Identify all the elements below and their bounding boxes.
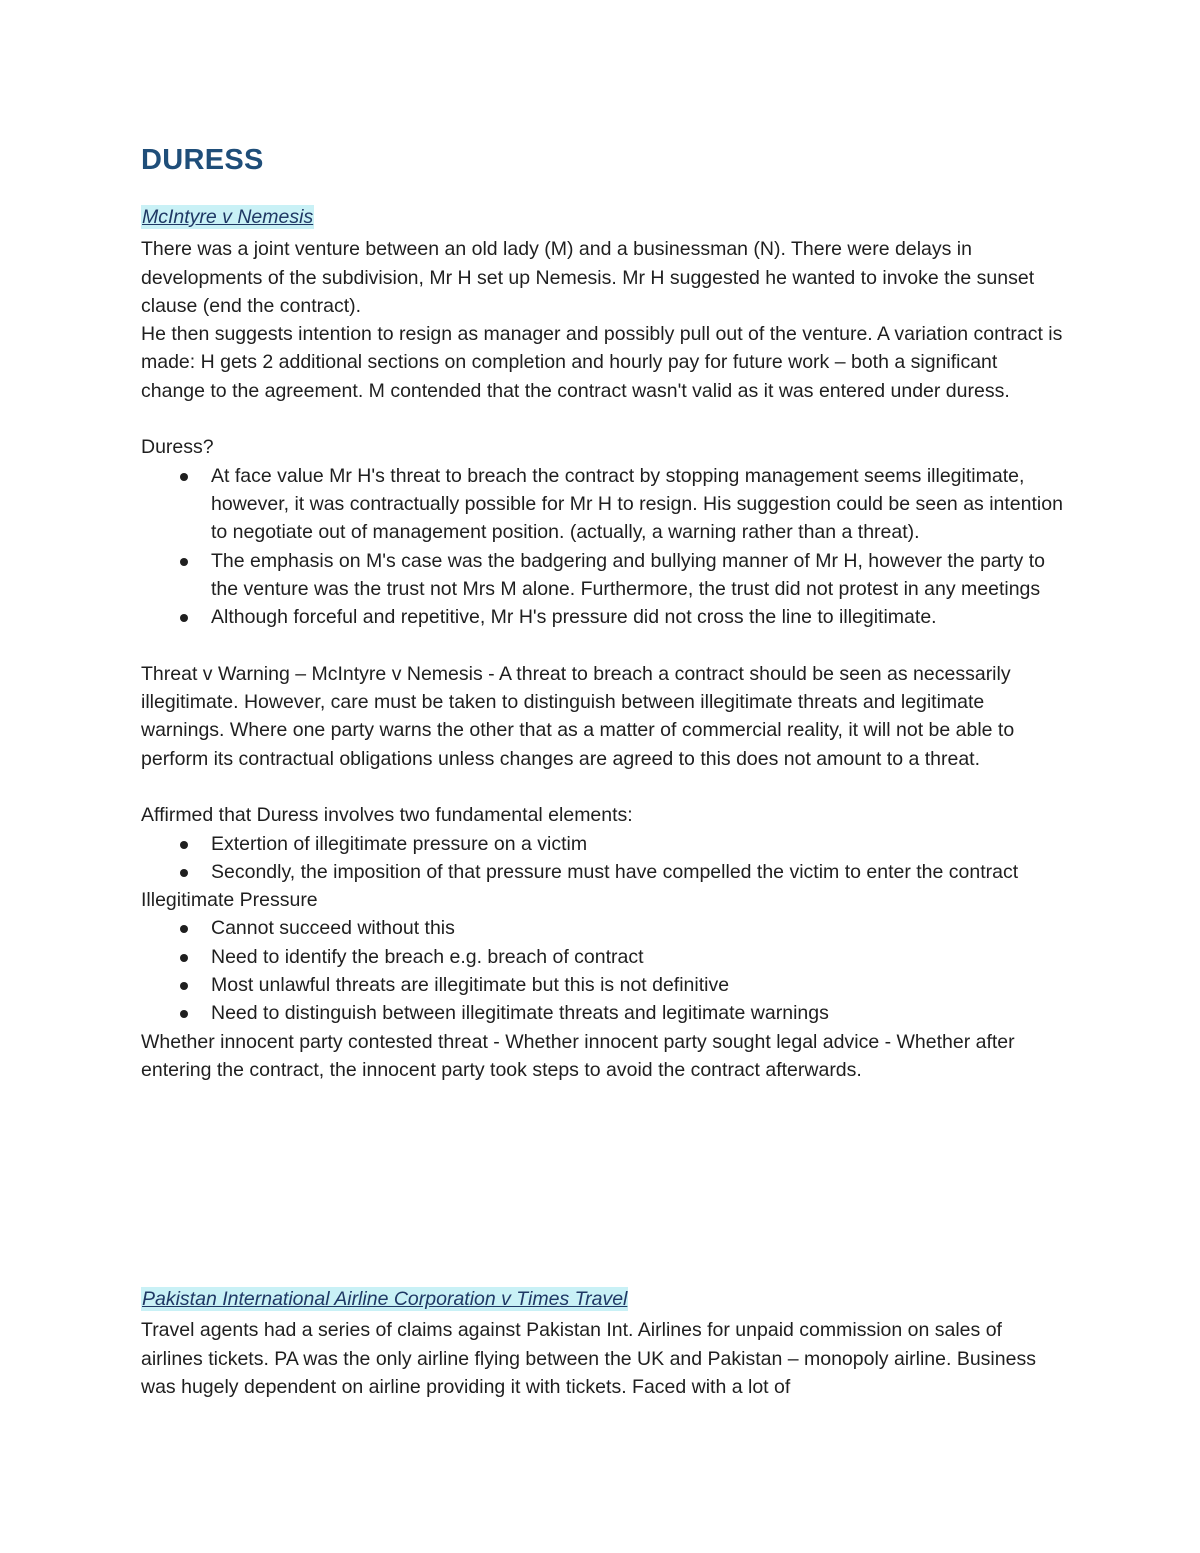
- list-item: Extertion of illegitimate pressure on a victim: [211, 830, 1066, 858]
- list-item: Most unlawful threats are illegitimate but this is not definitive: [211, 971, 1066, 999]
- list-item: Although forceful and repetitive, Mr H's pressure did not cross the line to illegitimate.: [211, 603, 1066, 631]
- illegitimate-pressure-label: Illegitimate Pressure: [141, 889, 318, 912]
- elements-intro: Affirmed that Duress involves two fundamental elements:: [141, 804, 633, 827]
- paragraph-facts: There was a joint venture between an old lady (M) and a businessman (N). There were delays in developments of the subdivision, Mr H set up Nemesis. Mr H suggested he wanted to invoke the sunset clause (end the contract).: [141, 238, 1035, 317]
- paragraph-threat-warning: Threat v Warning – McIntyre v Nemesis - A threat to breach a contract should be seen as necessarily illegitimate. However, care must be taken to distinguish between illegitimate threats and legitimate warnings. Where one party warns the other that as a matter of commercial reality, it will not be able to perform its contractual obligations unless changes are agreed to this does not amount to a threat.: [141, 662, 1015, 770]
- list-item: Need to distinguish between illegitimate threats and legitimate warnings: [211, 999, 1066, 1027]
- page-title: DURESS: [141, 144, 264, 176]
- list-item: Cannot succeed without this: [211, 914, 1066, 942]
- case-section-pakistan-airline: [141, 1285, 1066, 1401]
- paragraph-variation: He then suggests intention to resign as manager and possibly pull out of the venture. A variation contract is made: H gets 2 additional sections on completion and hourly pay for future work – both a significant change to the agreement. M contended that the contract wasn't valid as it was entered under duress.: [141, 323, 1063, 402]
- list-item: Secondly, the imposition of that pressure must have compelled the victim to enter the contract: [211, 858, 1066, 886]
- list-item: The emphasis on M's case was the badgering and bullying manner of Mr H, however the party to the venture was the trust not Mrs M alone. Furthermore, the trust did not protest in any meetings: [211, 547, 1066, 604]
- illegitimate-pressure-list: [141, 914, 1066, 1027]
- list-item: Need to identify the breach e.g. breach of contract: [211, 943, 1066, 971]
- case-section-mcintyre: [141, 203, 1066, 1084]
- list-item: At face value Mr H's threat to breach the contract by stopping management seems illegitimate, however, it was contractually possible for Mr H to resign. His suggestion could be seen as intention to negotiate out of management position. (actually, a warning rather than a threat).: [211, 462, 1066, 547]
- duress-points-list: [141, 462, 1066, 632]
- elements-list: [141, 830, 1066, 887]
- paragraph-closing: Whether innocent party contested threat - Whether innocent party sought legal advice - Whether after entering the contract, the innocent party took steps to avoid the contract afterwards.: [141, 1030, 1015, 1081]
- duress-label: Duress?: [141, 436, 214, 459]
- case-heading-pakistan-airline[interactable]: Pakistan International Airline Corporation v Times Travel: [142, 1288, 628, 1310]
- paragraph-pakistan-facts: Travel agents had a series of claims against Pakistan Int. Airlines for unpaid commission on sales of airlines tickets. PA was the only airline flying between the UK and Pakistan – monopoly airline. Business was hugely dependent on airline providing it with tickets. Faced with a lot of: [141, 1319, 1036, 1398]
- case-heading-mcintyre[interactable]: McIntyre v Nemesis: [142, 206, 314, 228]
